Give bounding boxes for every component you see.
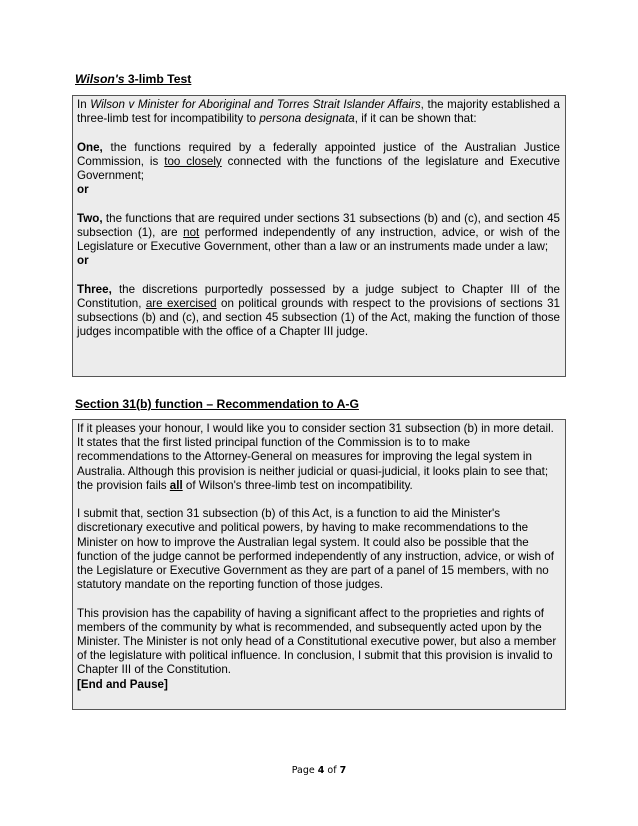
heading-rest: 3-limb Test <box>124 72 192 86</box>
page-label: Page <box>291 765 318 776</box>
intro-paragraph <box>77 98 560 126</box>
section-heading-31b: Section 31(b) function – Recommendation to A-G <box>75 397 359 411</box>
paragraph-text: of Wilson's three-limb test on incompatibility. <box>182 478 413 492</box>
intro-text: , the majority established a three-limb test for incompatibility to <box>77 98 560 126</box>
limb-two-paragraph <box>77 212 560 269</box>
submission-paragraph-3 <box>77 607 560 692</box>
paragraph-text: This provision has the capability of having a significant affect to the proprieties and rights of members of the community by what is recommended, and subsequently acted upon by the Minister. The Minister is not only head of a Constitutional executive power, but also a member of the legislature with political influence. In conclusion, I submit that this provision is invalid to Chapter III of the Constitution. <box>77 606 557 677</box>
limb-emphasis: too closely <box>164 154 222 168</box>
limb-text: connected with the functions of the legislature and Executive Government; <box>77 154 560 182</box>
intro-text: , if it can be shown that: <box>354 112 477 126</box>
limb-emphasis: not <box>183 225 200 239</box>
limb-one-paragraph <box>77 141 560 198</box>
paragraph-emphasis: all <box>169 478 183 492</box>
limb-text: on political grounds with respect to the provisions of sections 31 subsections (b) and (c), and section 45 subsection (1) of the Act, making the function of those judges incompatible with the office of a Chapter III judge. <box>77 296 560 339</box>
or-connector: or <box>77 254 89 268</box>
page-of-label: of <box>324 765 340 776</box>
limb-text: the functions required by a federally appointed justice of the Australian Justice Commission, is <box>77 140 560 168</box>
closing-stage-direction: [End and Pause] <box>77 677 168 691</box>
case-citation: Wilson v Minister for Aboriginal and Torres Strait Islander Affairs <box>90 98 421 111</box>
limb-text: performed independently of any instruction, advice, or wish of the Legislature or Executive Government, other than a law or an instruments made under a law; <box>77 225 560 253</box>
heading-case-name: Wilson's <box>75 72 125 86</box>
wilson-test-box <box>72 95 566 377</box>
submission-paragraph-1 <box>77 422 560 493</box>
limb-three-paragraph <box>77 283 560 340</box>
latin-term: persona designata <box>259 112 355 126</box>
section-31b-box <box>72 419 566 710</box>
section-heading-wilson-test <box>75 72 191 86</box>
limb-label: Two, <box>77 211 103 225</box>
intro-text: In <box>77 98 91 111</box>
limb-text: the discretions purportedly possessed by a judge subject to Chapter III of the Constitution, <box>77 282 560 310</box>
paragraph-text: If it pleases your honour, I would like you to consider section 31 subsection (b) in more detail. It states that the first listed principal function of the Commission is to to make recommendations to the Attorney-General on measures for improving the legal system in Australia. Although this provision is neither judicial or quasi-judicial, it looks plain to see that; the provision fails <box>77 422 554 492</box>
or-connector: or <box>77 183 89 197</box>
limb-emphasis: are exercised <box>145 296 217 310</box>
limb-text: the functions that are required under sections 31 subsections (b) and (c), and section 45 subsection (1), are <box>77 211 560 239</box>
submission-paragraph-2: I submit that, section 31 subsection (b) of this Act, is a function to aid the Minister's discretionary executive and political powers, by having to make recommendations to the Minister on how to improve the Australian legal system. It could also be possible that the function of the judge cannot be performed independently of any instruction, advice, or wish of the Legislature or Executive Government as they are part of a panel of 15 members, with no statutory mandate on the reporting function of those judges. <box>77 507 554 592</box>
limb-label: One, <box>77 140 103 154</box>
total-pages-number: 7 <box>339 765 347 776</box>
limb-label: Three, <box>77 282 112 296</box>
current-page-number: 4 <box>317 765 325 776</box>
page-number-footer <box>0 765 638 776</box>
